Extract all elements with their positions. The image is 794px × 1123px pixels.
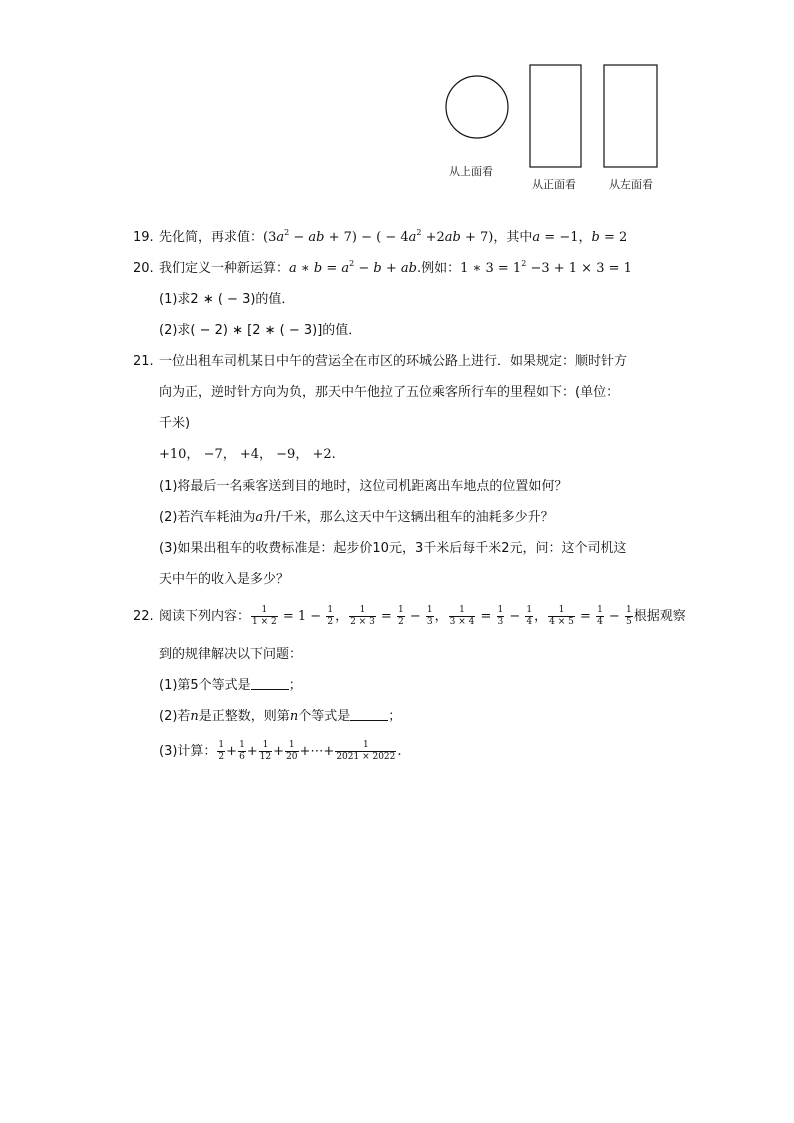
question-number: 21.: [133, 354, 154, 369]
question-21-part-3: (3)如果出租车的收费标准是：起步价10元，3千米后每千米2元，问：这个司机这: [159, 541, 627, 556]
question-19: 19. 先化简，再求值：($3a^2$ − ab + 7) − ( − $4a^2 +2ab + 7$)，其中a = −1，b = 2: [133, 228, 627, 248]
question-22-part-1: (1)第5个等式是 ；: [159, 678, 302, 693]
question-21-part-1: (1)将最后一名乘客送到目的地时，这位司机距离出车地点的位置如何？: [159, 479, 568, 494]
question-21-line-3: 千米): [159, 416, 191, 431]
question-22: 22. 阅读下列内容： $\frac{1}{1 \times 2}$ = 1 − $\frac{1}{2}$ ， $\frac{1}{2 \times 3}$ = $\frac{1}{2}$ − $\frac{1}{3}$ ， $\frac{1}{3 \times 4}$ = $\frac{1}{3}$ − $\frac{1}{4}$ ， $\frac{1}{4 \times 5}$ = $\frac{1}{4}$ − $\frac{1}{5}$ 根据观察: [133, 604, 686, 630]
question-20-part-1: (1)求2 ∗ ( − 3)的值．: [159, 292, 295, 307]
question-20-part-2: (2)求( − 2) ∗ [2 ∗ ( − 3)]的值．: [159, 323, 362, 338]
question-number: 19.: [133, 230, 154, 245]
question-21: 21. 一位出租车司机某日中午的营运全在市区的环城公路上进行．如果规定：顺时针方: [133, 352, 627, 372]
answer-blank: [251, 677, 289, 690]
top-view-circle: [446, 76, 508, 138]
question-lead: 先化简，再求值：: [159, 230, 264, 245]
question-22-part-3: (3)计算： $\frac{1}{2}$ + $\frac{1}{6}$ + $\frac{1}{12}$ + $\frac{1}{20}$ +⋯+ $\frac{1}{2021 \times 2022}$ .: [159, 740, 402, 762]
question-21-line-2: 向为正，逆时针方向为负，那天中午他拉了五位乘客所行车的里程如下：(单位：: [159, 385, 620, 400]
question-21-part-2: (2)若汽车耗油为a升/千米，那么这天中午这辆出租车的油耗多少升？: [159, 510, 554, 525]
answer-blank: [350, 708, 388, 721]
question-20: 20. 我们定义一种新运算：a ∗ $b = a^2 - b$ + ab.例如：1 ∗ $3 = 1^2 -3 + 1 \times 3 = 1$: [133, 259, 632, 279]
front-view-label: 从正面看: [532, 178, 576, 191]
front-view-rectangle: [530, 65, 581, 167]
question-number: 22.: [133, 609, 154, 624]
three-view-figure: [0, 0, 794, 200]
question-22-part-2: (2)若n是正整数，则第n个等式是 ；: [159, 709, 402, 724]
question-21-part-3-cont: 天中午的收入是多少？: [159, 572, 290, 587]
question-22-line-2: 到的规律解决以下问题：: [159, 647, 303, 662]
left-view-rectangle: [604, 65, 657, 167]
left-view-label: 从左面看: [609, 178, 653, 191]
question-21-data: +10， −7， +4， −9， +2.: [159, 447, 336, 462]
top-view-label: 从上面看: [449, 165, 493, 178]
question-number: 20.: [133, 261, 154, 276]
